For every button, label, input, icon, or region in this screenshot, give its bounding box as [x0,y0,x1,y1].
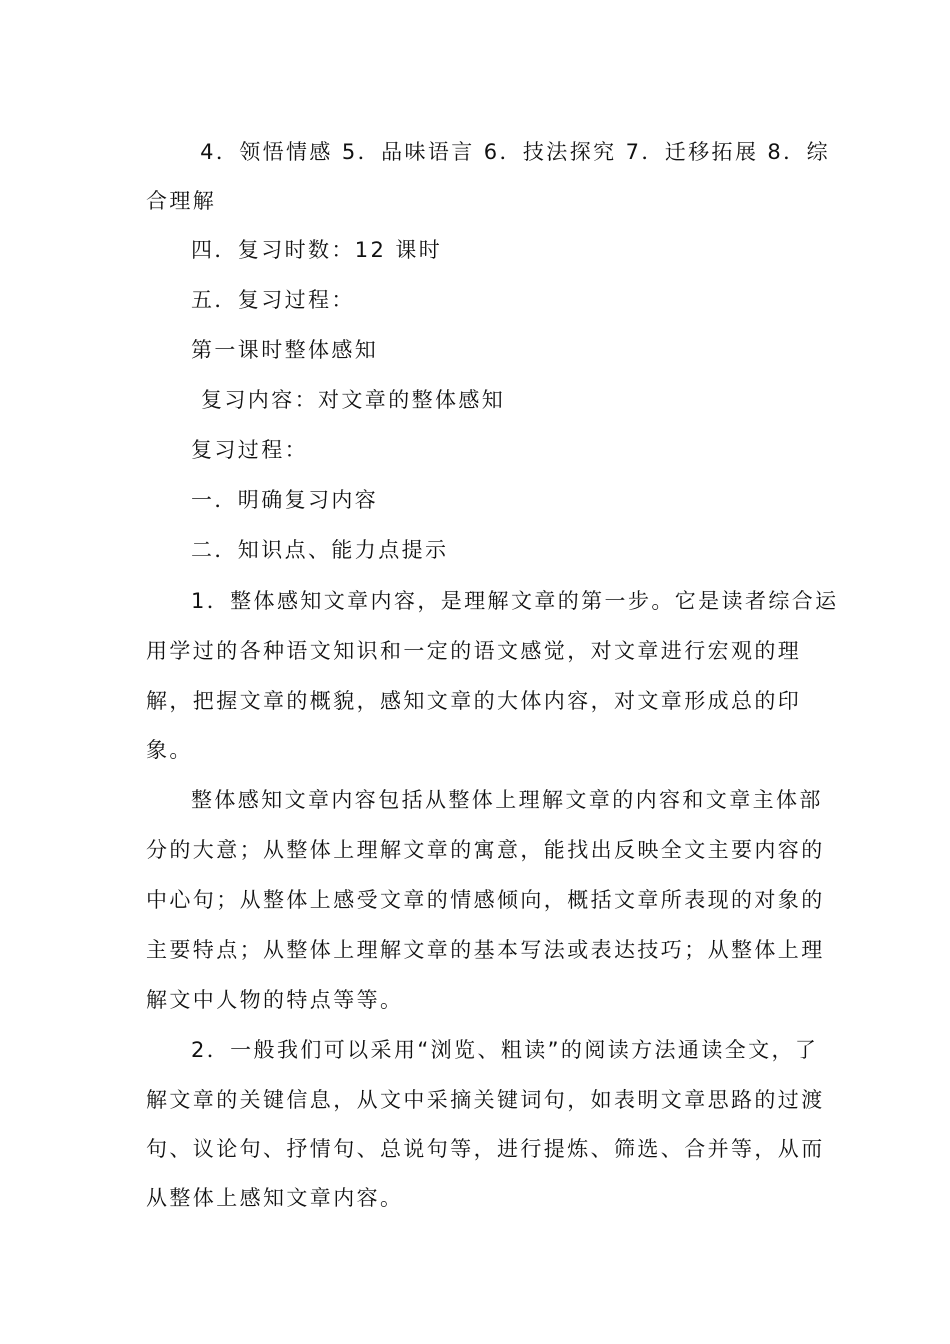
text-line-5: 第一课时整体感知 [191,338,379,362]
text-line-2: 合理解 [146,189,217,213]
text-line-16: 中心句；从整体上感受文章的情感倾向，概括文章所表现的对象的 [146,888,825,912]
text-line-8: 一．明确复习内容 [191,488,379,512]
text-line-18: 解文中人物的特点等等。 [146,988,404,1012]
text-line-21: 句、议论句、抒情句、总说句等，进行提炼、筛选、合并等，从而 [146,1137,825,1161]
text-line-7: 复习过程： [191,438,308,462]
text-line-12: 解，把握文章的概貌，感知文章的大体内容，对文章形成总的印 [146,689,802,713]
text-line-14: 整体感知文章内容包括从整体上理解文章的内容和文章主体部 [191,788,823,812]
text-line-4: 五．复习过程： [191,288,355,312]
text-line-19: 2．一般我们可以采用“浏览、粗读”的阅读方法通读全文，了 [191,1038,819,1062]
text-line-11: 用学过的各种语文知识和一定的语文感觉，对文章进行宏观的理 [146,639,802,663]
text-line-1: 4．领悟情感 5．品味语言 6．技法探究 7．迁移拓展 8．综 [191,140,830,164]
text-line-9: 二．知识点、能力点提示 [191,538,449,562]
text-line-6: 复习内容：对文章的整体感知 [201,388,506,412]
text-line-22: 从整体上感知文章内容。 [146,1186,404,1210]
text-line-3: 四．复习时数：12 课时 [191,238,443,262]
text-line-13: 象。 [146,738,193,762]
text-line-17: 主要特点；从整体上理解文章的基本写法或表达技巧；从整体上理 [146,938,825,962]
text-line-15: 分的大意；从整体上理解文章的寓意，能找出反映全文主要内容的 [146,838,825,862]
text-line-20: 解文章的关键信息，从文中采摘关键词句，如表明文章思路的过渡 [146,1088,825,1112]
text-line-10: 1．整体感知文章内容，是理解文章的第一步。它是读者综合运 [191,589,839,613]
